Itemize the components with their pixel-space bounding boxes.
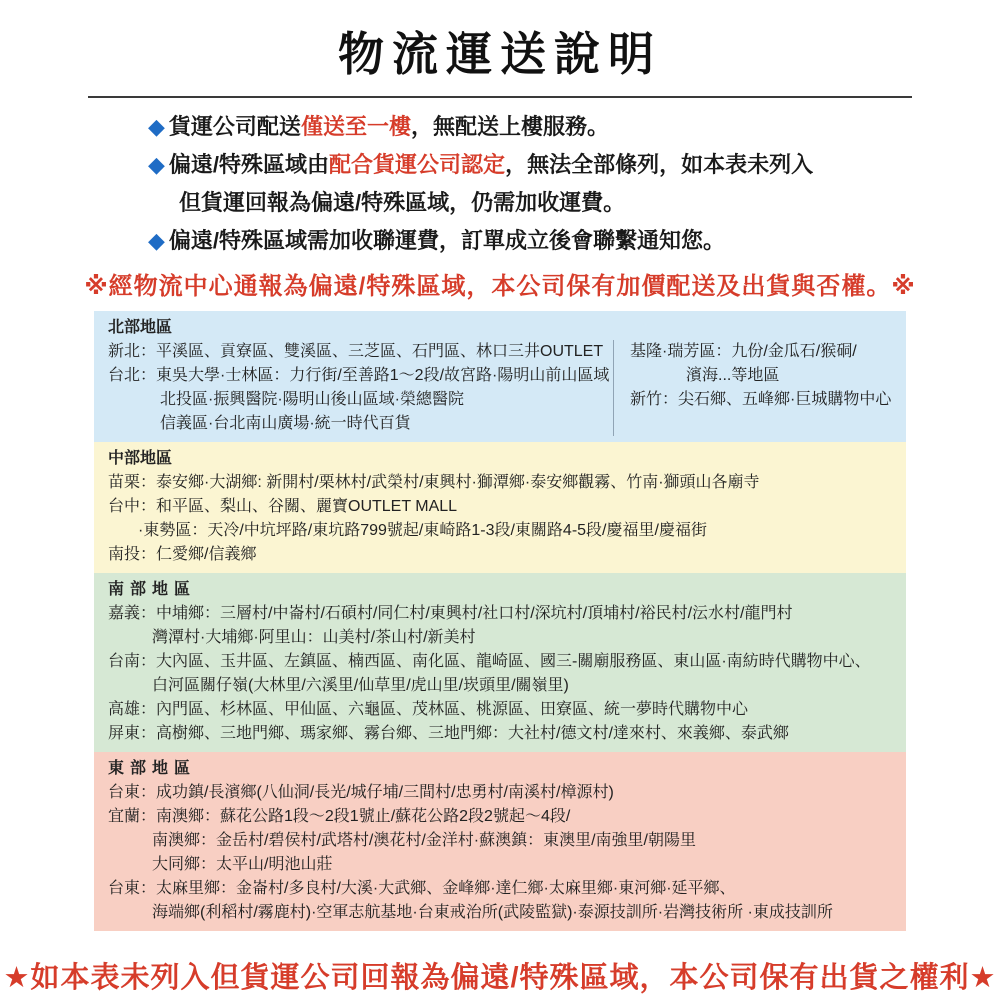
page-title: 物流運送說明 (338, 28, 662, 80)
bullet-text: 偏遠/特殊區域由 (168, 152, 330, 177)
bullet-highlight: 僅送至一樓 (300, 114, 411, 139)
region-line: 新竹：尖石鄉、五峰鄉·巨城購物中心 (630, 391, 892, 408)
region-title-south: 南部地區 (108, 581, 197, 598)
diamond-bullet-icon: ◆ (148, 114, 165, 139)
bullet-text: 偏遠/特殊區域需加收聯運費，訂單成立後會聯繫通知您。 (168, 228, 726, 253)
region-line: 基隆·瑞芳區：九份/金瓜石/猴硐/ (630, 343, 857, 360)
region-title-north: 北部地區 (108, 319, 173, 336)
region-line: 海端鄉(利稻村/霧鹿村)·空軍志航基地·台東戒治所(武陵監獄)·泰源技訓所·岩灣技術所 ·東成技訓所 (152, 904, 833, 921)
region-line: ·東勢區：天冷/中坑坪路/東坑路799號起/東崎路1-3段/東關路4-5段/慶福里/慶福街 (138, 522, 707, 539)
bullet-item-extra-freight-fee (148, 222, 1000, 260)
bullet-text: ，無法全部條列，如本表未列入 (505, 152, 814, 177)
region-title-central: 中部地區 (108, 450, 173, 467)
region-columns-north (108, 340, 892, 436)
region-line: 宜蘭：南澳鄉：蘇花公路1段～2段1號止/蘇花公路2段2號起～4段/ (108, 808, 571, 825)
region-line: 屏東：高樹鄉、三地門鄉、瑪家鄉、霧台鄉、三地門鄉：大社村/德文村/達來村、來義鄉、泰武鄉 (108, 725, 789, 742)
bullet-text: 貨運公司配送 (168, 114, 301, 139)
region-line: 大同鄉：太平山/明池山莊 (152, 856, 333, 873)
region-line: 嘉義：中埔鄉：三層村/中崙村/石碩村/同仁村/東興村/社口村/深坑村/頂埔村/裕民村/沄水村/龍門村 (108, 605, 793, 622)
region-line: 濱海...等地區 (686, 367, 780, 384)
region-line: 台東：太麻里鄉：金崙村/多良村/大溪·大武鄉、金峰鄉·達仁鄉·太麻里鄉·東河鄉·延平鄉、 (108, 880, 736, 897)
region-line: 新北：平溪區、貢寮區、雙溪區、三芝區、石門區、林口三井OUTLET (108, 343, 604, 360)
region-title-east: 東部地區 (108, 760, 197, 777)
region-box-north (94, 311, 906, 442)
region-line: 苗栗：泰安鄉·大湖鄉: 新開村/栗林村/武榮村/東興村·獅潭鄉·泰安鄉觀霧、竹南·獅頭山各廟寺 (108, 474, 760, 491)
region-line: 台東：成功鎮/長濱鄉(八仙洞/長光/城仔埔/三間村/忠勇村/南溪村/樟源村) (108, 784, 614, 801)
diamond-bullet-icon: ◆ (148, 152, 165, 177)
region-line: 白河區關仔嶺(大林里/六溪里/仙草里/虎山里/崁頭里/關嶺里) (152, 677, 569, 694)
footer-disclaimer: ★如本表未列入但貨運公司回報為偏遠/特殊區域，本公司保有出貨之權利★ (3, 962, 997, 994)
bullet-highlight: 配合貨運公司認定 (329, 152, 506, 177)
bullet-text: ，無配送上樓服務。 (410, 114, 609, 139)
title-divider (88, 96, 912, 98)
region-line: 信義區·台北南山廣場·統一時代百貨 (160, 415, 411, 432)
region-line: 南投：仁愛鄉/信義鄉 (108, 546, 257, 563)
bullet-list (148, 108, 1000, 260)
notice-line: ※經物流中心通報為偏遠/特殊區域，本公司保有加價配送及出貨與否權。※ (84, 273, 916, 300)
region-line: 灣潭村·大埔鄉·阿里山：山美村/茶山村/新美村 (152, 629, 476, 646)
region-boxes (94, 311, 906, 931)
bullet-continuation-text: 但貨運回報為偏遠/特殊區域，仍需加收運費。 (179, 190, 626, 215)
region-line: 台中：和平區、梨山、谷關、麗寶OUTLET MALL (108, 498, 458, 515)
bullet-item-delivery-floor (148, 108, 1000, 146)
region-line: 高雄：內門區、杉林區、甲仙區、六龜區、茂林區、桃源區、田寮區、統一夢時代購物中心 (108, 701, 749, 718)
region-line: 北投區·振興醫院·陽明山後山區域·榮總醫院 (160, 391, 464, 408)
diamond-bullet-icon: ◆ (148, 228, 165, 253)
region-line: 台北：東吳大學·士林區：力行街/至善路1～2段/故宮路·陽明山前山區域 (108, 367, 610, 384)
region-column-north-left (108, 340, 613, 436)
region-line: 南澳鄉：金岳村/碧侯村/武塔村/澳花村/金洋村·蘇澳鎮：東澳里/南強里/朝陽里 (152, 832, 697, 849)
region-box-east (94, 752, 906, 931)
region-box-south (94, 573, 906, 752)
region-column-north-right (613, 340, 892, 436)
region-box-central (94, 442, 906, 573)
bullet-item-remote-area-definition (148, 146, 1000, 184)
region-line: 台南：大內區、玉井區、左鎮區、楠西區、南化區、龍崎區、國三-關廟服務區、東山區·南紡時代購物中心、 (108, 653, 871, 670)
